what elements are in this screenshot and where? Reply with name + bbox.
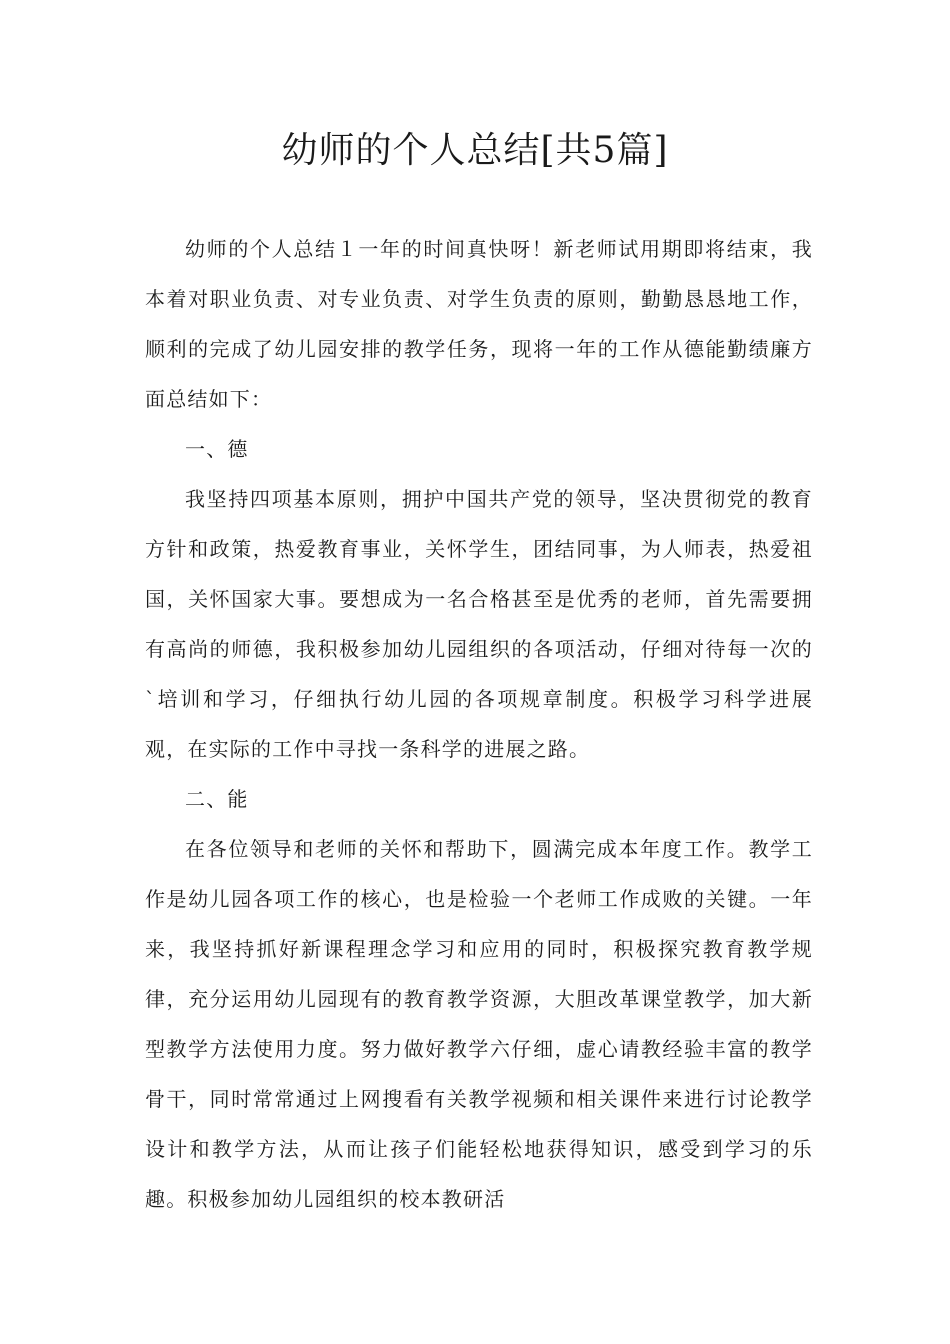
paragraph-intro: 幼师的个人总结１一年的时间真快呀！新老师试用期即将结束，我本着对职业负责、对专业负责、对学生负责的原则，勤勤恳恳地工作，顺利的完成了幼儿园安排的教学任务，现将一年的工作从德能勤绩廉方面总结如下： — [145, 237, 813, 411]
paragraph-neng: 在各位领导和老师的关怀和帮助下，圆满完成本年度工作。教学工作是幼儿园各项工作的核心，也是检验一个老师工作成败的关键。一年来，我坚持抓好新课程理念学习和应用的同时，积极探究教育教学规律，充分运用幼儿园现有的教育教学资源，大胆改革课堂教学，加大新型教学方法使用力度。努力做好教学六仔细，虚心请教经验丰富的教学骨干，同时常常通过上网搜看有关教学视频和相关课件来进行讨论教学设计和教学方法，从而让孩子们能轻松地获得知识，感受到学习的乐趣。积极参加幼儿园组织的校本教研活 — [145, 837, 813, 1211]
section-heading-neng: 二、能 — [185, 787, 249, 811]
section-heading-de: 一、德 — [185, 437, 249, 461]
paragraph-de: 我坚持四项基本原则，拥护中国共产党的领导，坚决贯彻党的教育方针和政策，热爱教育事业，关怀学生，团结同事，为人师表，热爱祖国，关怀国家大事。要想成为一名合格甚至是优秀的老师，首先需要拥有高尚的师德，我积极参加幼儿园组织的各项活动，仔细对待每一次的`培训和学习，仔细执行幼儿园的各项规章制度。积极学习科学进展观，在实际的工作中寻找一条科学的进展之路。 — [145, 487, 813, 761]
document-body — [145, 224, 813, 1224]
document-title: 幼师的个人总结[共5篇] — [281, 130, 669, 171]
